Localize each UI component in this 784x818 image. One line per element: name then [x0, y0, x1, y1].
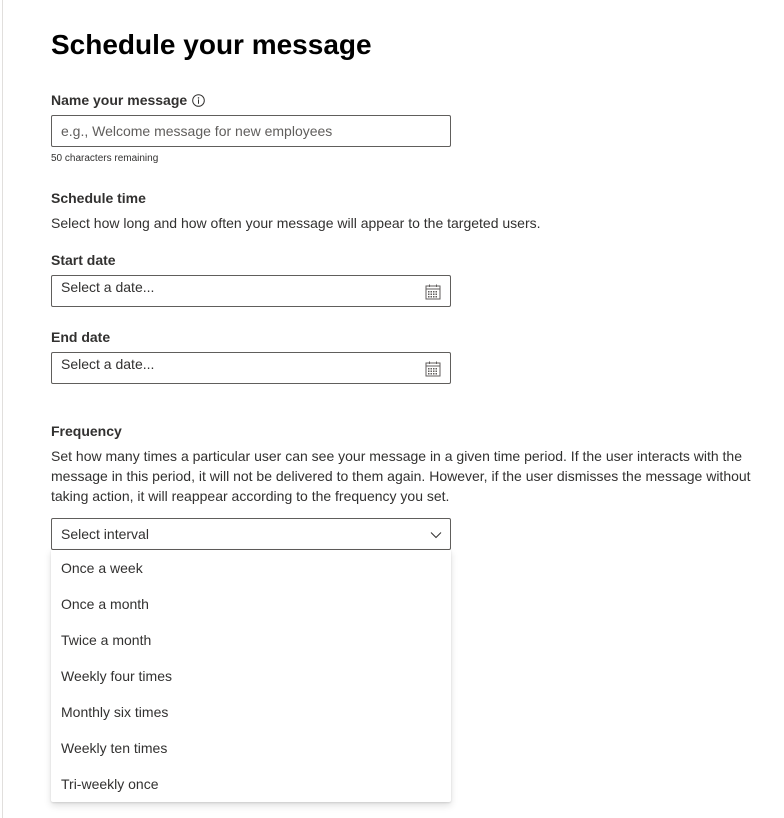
characters-remaining: 50 characters remaining: [51, 153, 159, 164]
name-message-input[interactable]: [52, 116, 450, 146]
frequency-heading: Frequency: [51, 423, 122, 439]
info-icon[interactable]: [192, 94, 205, 107]
left-divider: [2, 0, 3, 818]
option-once-a-week[interactable]: Once a week: [61, 560, 143, 576]
option-monthly-six-times[interactable]: Monthly six times: [61, 704, 169, 720]
page-title: Schedule your message: [51, 29, 372, 60]
chevron-down-icon[interactable]: [430, 529, 442, 541]
end-date-label: End date: [51, 329, 111, 345]
start-date-placeholder: Select a date...: [61, 279, 155, 295]
end-date-placeholder: Select a date...: [61, 356, 155, 372]
frequency-dropdown-menu: [51, 550, 451, 802]
option-twice-a-month[interactable]: Twice a month: [61, 632, 152, 648]
name-message-field: [51, 115, 451, 147]
frequency-select-placeholder: Select interval: [61, 526, 149, 542]
schedule-time-heading: Schedule time: [51, 190, 146, 206]
name-message-label: [51, 90, 205, 110]
option-weekly-ten-times[interactable]: Weekly ten times: [61, 740, 168, 756]
end-date-picker[interactable]: [51, 352, 451, 384]
option-tri-weekly-once[interactable]: Tri-weekly once: [61, 776, 159, 792]
calendar-icon[interactable]: [425, 361, 441, 377]
start-date-picker[interactable]: [51, 275, 451, 307]
frequency-description: Set how many times a particular user can see your message in a given time period. If the user interacts with the message in this period, it will not be delivered to them again. However, if the user dismisses the message without taking action, it will reappear according to the frequency you set.: [51, 448, 751, 504]
frequency-select[interactable]: [51, 518, 451, 550]
calendar-icon[interactable]: [425, 284, 441, 300]
option-weekly-four-times[interactable]: Weekly four times: [61, 668, 172, 684]
start-date-label: Start date: [51, 252, 116, 268]
option-once-a-month[interactable]: Once a month: [61, 596, 149, 612]
name-message-label-text: Name your message: [51, 92, 188, 108]
schedule-time-description: Select how long and how often your message will appear to the targeted users.: [51, 215, 541, 231]
